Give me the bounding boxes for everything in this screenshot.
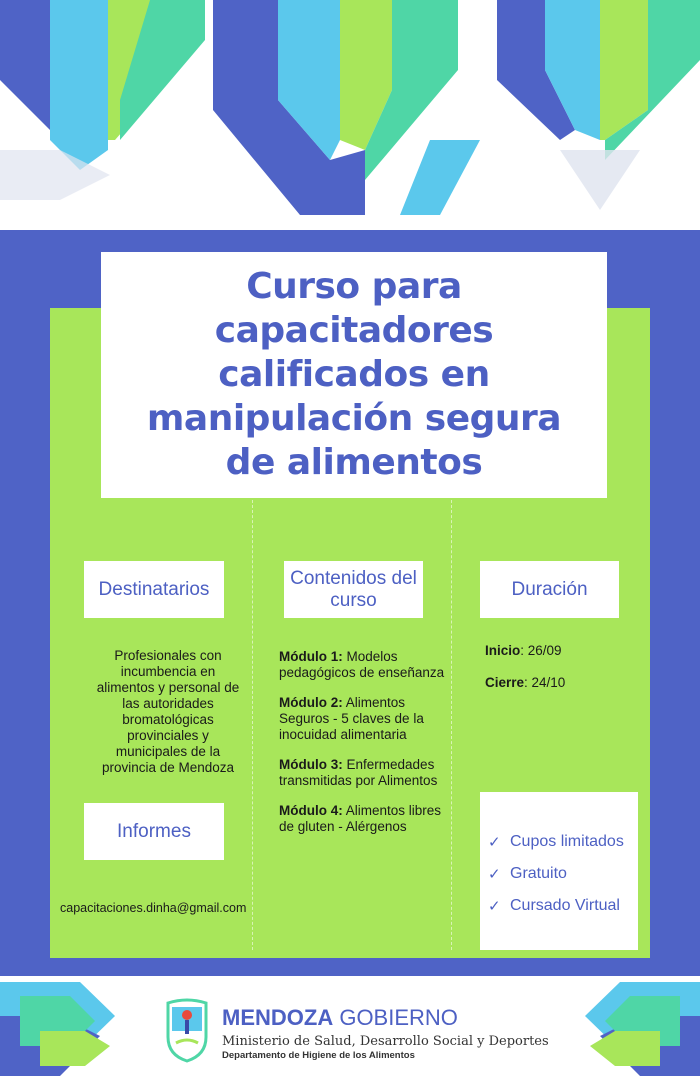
highlight-text: Gratuito — [510, 865, 567, 882]
module-item — [279, 649, 447, 681]
module-item — [279, 803, 447, 835]
highlight-item — [488, 826, 638, 858]
top-decorative-arrows — [0, 0, 700, 232]
informes-label: Informes — [84, 803, 224, 860]
inicio-value: : 26/09 — [520, 643, 562, 658]
highlights-card — [480, 792, 638, 950]
module-item — [279, 757, 447, 789]
duracion-label: Duración — [480, 561, 619, 618]
highlight-item — [488, 858, 638, 890]
highlight-item — [488, 890, 638, 922]
check-icon: ✓ — [488, 834, 501, 851]
column-divider — [451, 500, 452, 950]
module-label: Módulo 1: — [279, 649, 343, 664]
module-label: Módulo 2: — [279, 695, 343, 710]
title-card — [101, 252, 607, 498]
highlight-text: Cupos limitados — [510, 833, 624, 850]
destinatarios-label: Destinatarios — [84, 561, 224, 618]
module-label: Módulo 4: — [279, 803, 343, 818]
module-text: Alimentos Seguros - 5 claves de la inocuidad alimentaria — [279, 695, 424, 742]
brand-light: GOBIERNO — [333, 1005, 458, 1030]
cierre-label: Cierre — [485, 675, 525, 690]
destinatarios-text: Profesionales con incumbencia en alimentos y personal de las autoridades bromatológicas provinciales y municipales de la provincia de Mendoza — [96, 648, 240, 775]
inicio-label: Inicio — [485, 643, 521, 658]
contenidos-label: Contenidos del curso — [284, 561, 423, 618]
course-title: Curso para capacitadores calificados en manipulación segura de alimentos — [146, 266, 562, 483]
brand-strong: MENDOZA — [222, 1005, 334, 1030]
cierre-date — [485, 675, 625, 691]
module-item — [279, 695, 447, 743]
module-label: Módulo 3: — [279, 757, 343, 772]
cierre-value: : 24/10 — [524, 675, 566, 690]
check-icon: ✓ — [488, 898, 501, 915]
highlight-text: Cursado Virtual — [510, 897, 620, 914]
department-name: Departamento de Higiene de los Alimentos — [222, 1050, 415, 1061]
module-text: Alimentos libres de gluten - Alérgenos — [279, 803, 442, 834]
module-list — [279, 649, 447, 849]
contact-email[interactable]: capacitaciones.dinha@gmail.com — [60, 901, 247, 915]
mendoza-emblem — [164, 997, 210, 1063]
module-text: Modelos pedagógicos de enseñanza — [279, 649, 445, 680]
module-text: Enfermedades transmitidas por Alimentos — [279, 757, 438, 788]
ministry-name: Ministerio de Salud, Desarrollo Social y Deportes — [222, 1034, 549, 1049]
inicio-date — [485, 643, 625, 659]
brand-name — [222, 1006, 458, 1030]
column-divider — [252, 500, 253, 950]
check-icon: ✓ — [488, 866, 501, 883]
